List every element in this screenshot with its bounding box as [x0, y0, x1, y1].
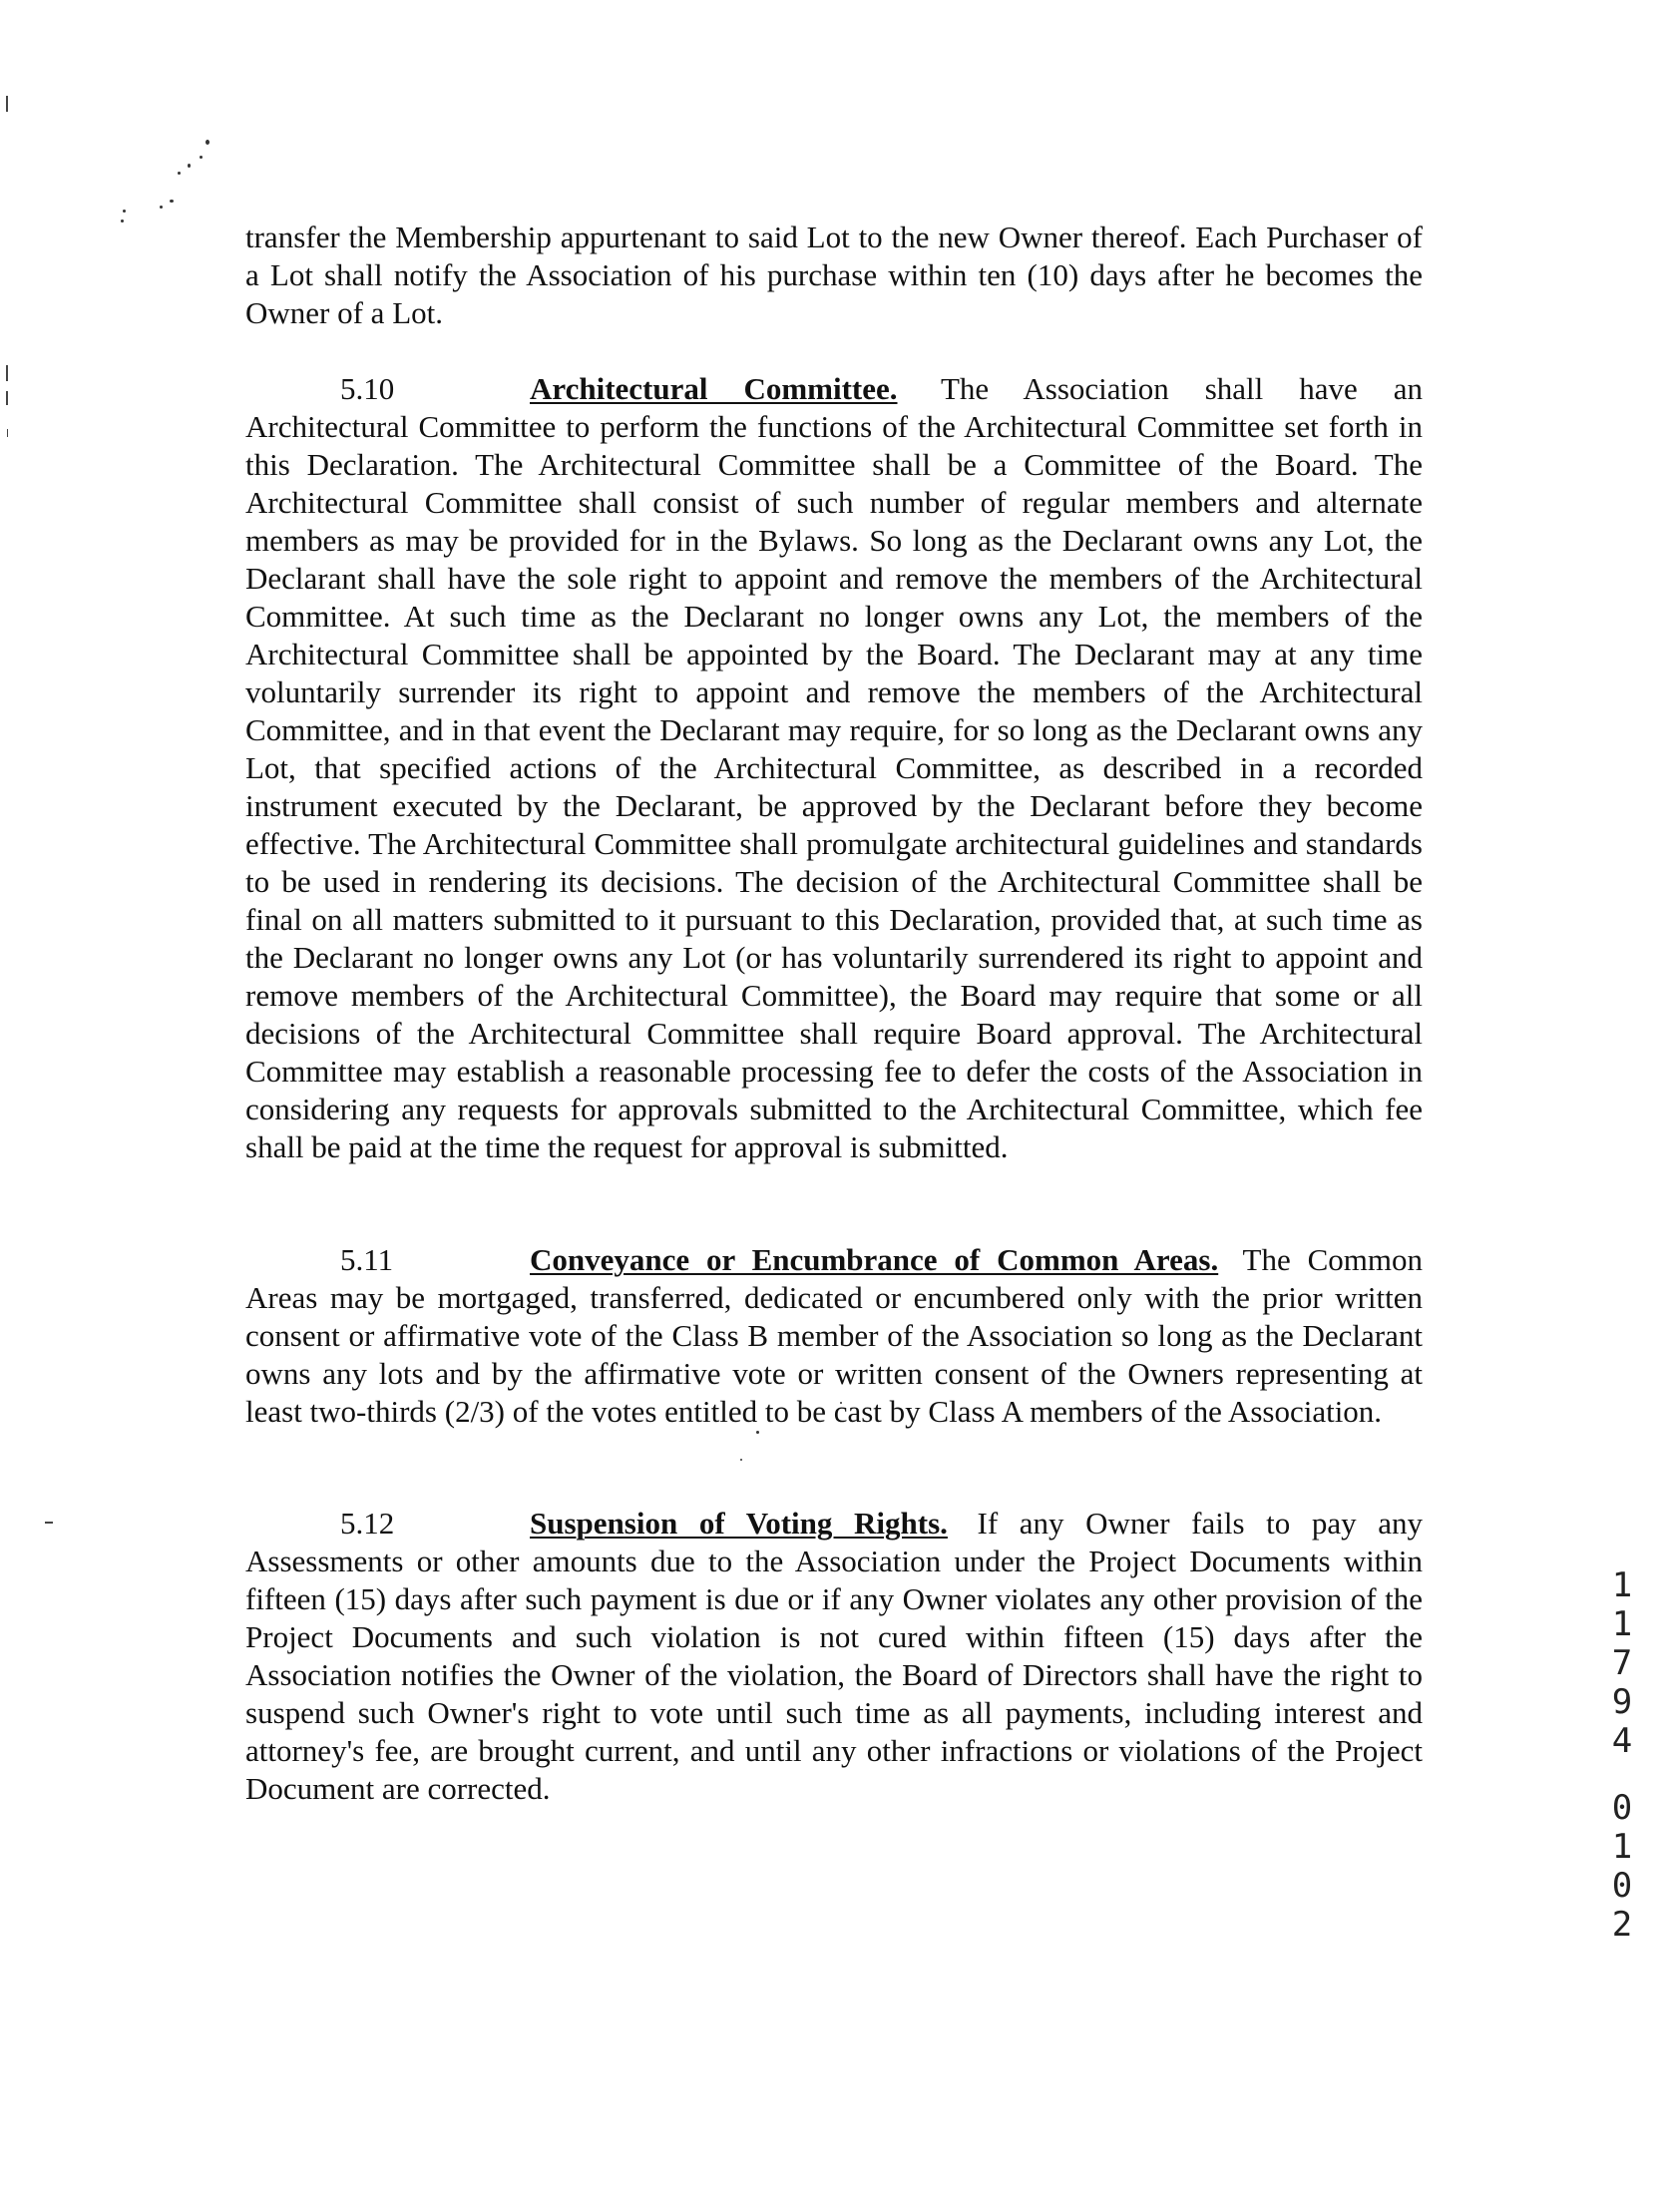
scan-speck [200, 156, 203, 159]
intro-paragraph: transfer the Membership appurtenant to said Lot to the new Owner thereof. Each Purchaser of a Lot shall notify the Association of his purchase within ten (10) days after he becomes the Owner of a Lot. [245, 220, 1423, 330]
section-body: If any Owner fails to pay any Assessments or other amounts due to the Association under the Project Documents within fifteen (15) days after such payment is due or if any Owner violates any other provision of the Project Documents and such violation is not cured within fifteen (15) days after the Association notifies the Owner of the violation, the Board of Directors shall have the right to suspend such Owner's right to vote until such time as all payments, including interest and attorney's fee, are brought current, and until any other infractions or violations of the Project Document are corrected. [245, 1506, 1423, 1806]
section-title: Architectural Committee. [530, 371, 898, 406]
section-number: 5.11 [340, 1242, 394, 1277]
section-5-11 [245, 1241, 1423, 1431]
stamp-digit: 0 [1611, 1788, 1633, 1828]
recording-stamp [1604, 1566, 1640, 1945]
section-number: 5.12 [340, 1506, 395, 1541]
stamp-digit: 1 [1611, 1604, 1633, 1644]
stamp-digit: 4 [1611, 1721, 1633, 1761]
stamp-digit: 2 [1611, 1905, 1633, 1945]
section-title: Suspension of Voting Rights. [530, 1506, 948, 1541]
scan-margin-mark [6, 365, 8, 381]
section-5-10 [245, 370, 1423, 1166]
scan-margin-mark [6, 96, 8, 112]
scan-speck [170, 200, 174, 203]
stamp-digit: 1 [1611, 1565, 1633, 1605]
scan-margin-mark [6, 391, 8, 405]
scan-speck [756, 1431, 759, 1434]
stamp-digit: 9 [1611, 1682, 1633, 1722]
scan-speck [206, 140, 209, 145]
stamp-gap [1604, 1761, 1640, 1789]
scan-speck [178, 172, 181, 175]
section-title: Conveyance or Encumbrance of Common Areas. [530, 1242, 1219, 1277]
stamp-digit: 0 [1611, 1866, 1633, 1906]
scan-margin-mark [45, 1522, 53, 1524]
scan-margin-mark [7, 429, 8, 437]
scan-speck [123, 210, 126, 213]
scan-speck [121, 220, 124, 222]
scan-speck [160, 206, 163, 209]
section-number: 5.10 [340, 371, 395, 406]
scan-speck [740, 1459, 742, 1461]
section-5-12 [245, 1505, 1423, 1808]
scan-speck [188, 164, 191, 168]
section-body: The Association shall have an Architectural Committee to perform the functions of the Architectural Committee set forth in this Declaration. The Architectural Committee shall be a Committee of the Board. The Architectural Committee shall consist of such number of regular members and alternate members as may be provided for in the Bylaws. So long as the Declarant owns any Lot, the Declarant shall have the sole right to appoint and remove the members of the Architectural Committee. At such time as the Declarant no longer owns any Lot, the members of the Architectural Committee shall be appointed by the Board. The Declarant may at any time voluntarily surrender its right to appoint and remove the members of the Architectural Committee, and in that event the Declarant may require, for so long as the Declarant owns any Lot, that specified actions of the Architectural Committee, as described in a recorded instrument executed by the Declarant, be approved by the Declarant before they become effective. The Architectural Committee shall promulgate architectural guidelines and standards to be used in rendering its decisions. The decision of the Architectural Committee shall be final on all matters submitted to it pursuant to this Declaration, provided that, at such time as the Declarant no longer owns any Lot (or has voluntarily surrendered its right to appoint and remove members of the Architectural Committee), the Board may require that some or all decisions of the Architectural Committee shall require Board approval. The Architectural Committee may establish a reasonable processing fee to defer the costs of the Association in considering any requests for approvals submitted to the Architectural Committee, which fee shall be paid at the time the request for approval is submitted. [245, 371, 1423, 1164]
stamp-digit: 1 [1611, 1827, 1633, 1867]
section-body: The Common Areas may be mortgaged, transferred, dedicated or encumbered only with the prior written consent or affirmative vote of the Class B member of the Association so long as the Declarant owns any lots and by the affirmative vote or written consent of the Owners representing at least two-thirds (2/3) of the votes entitled to be cast by Class A members of the Association. [245, 1242, 1423, 1429]
stamp-digit: 7 [1611, 1643, 1633, 1683]
